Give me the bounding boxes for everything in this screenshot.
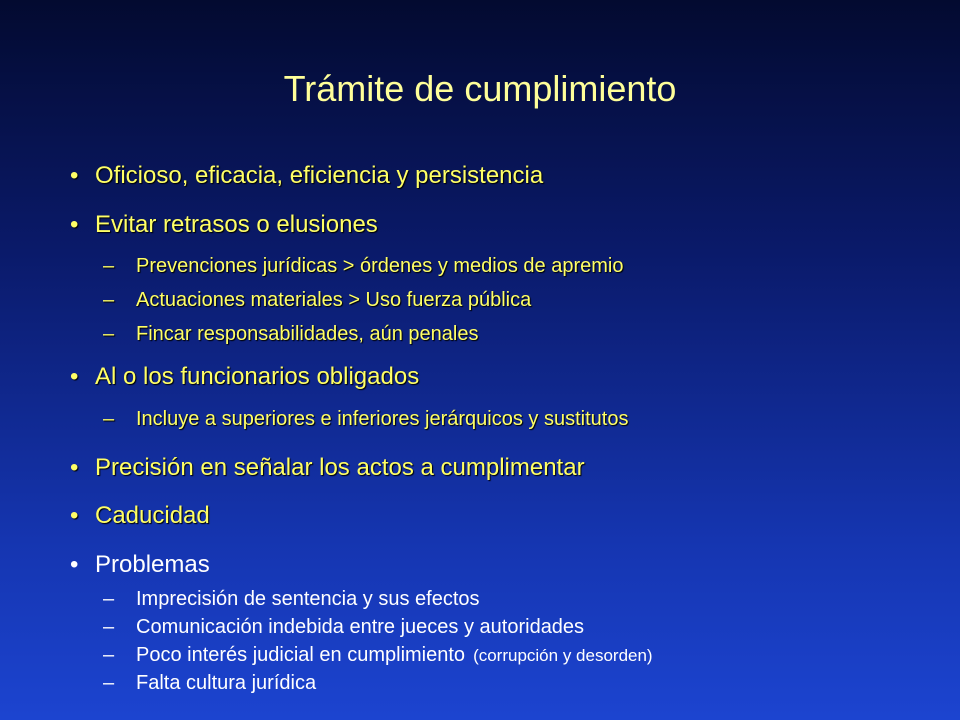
sub-bullet-item: [103, 588, 480, 611]
sub-bullet-text: Fincar responsabilidades, aún penales: [136, 323, 479, 345]
bullet-glyph: •: [70, 211, 79, 238]
bullet-text: Problemas: [95, 551, 210, 578]
sub-bullet-text: Falta cultura jurídica: [136, 672, 317, 694]
sub-bullet-note: (corrupción y desorden): [473, 646, 653, 665]
bullet-item: [70, 211, 378, 239]
sub-bullet-item: [103, 616, 584, 639]
sub-bullet-item: [103, 672, 316, 695]
sub-bullet-text: Prevenciones jurídicas > órdenes y medios de apremio: [136, 255, 624, 277]
sub-bullet-text: Comunicación indebida entre jueces y autoridades: [136, 616, 585, 638]
bullet-text: Oficioso, eficacia, eficiencia y persistencia: [95, 162, 544, 189]
sub-bullet-item: [103, 323, 478, 346]
bullet-item: [70, 551, 210, 579]
bullet-text: Caducidad: [95, 502, 210, 529]
sub-bullet-text: Actuaciones materiales > Uso fuerza pública: [136, 289, 532, 311]
dash-glyph: –: [103, 672, 115, 694]
bullet-text: Evitar retrasos o elusiones: [95, 211, 378, 238]
bullet-glyph: •: [70, 502, 79, 529]
dash-glyph: –: [103, 255, 115, 277]
dash-glyph: –: [103, 408, 115, 430]
sub-bullet-item: [103, 644, 653, 667]
bullet-glyph: •: [70, 363, 79, 390]
bullet-glyph: •: [70, 454, 79, 481]
dash-glyph: –: [103, 289, 115, 311]
bullet-text: Al o los funcionarios obligados: [95, 363, 420, 390]
dash-glyph: –: [103, 644, 115, 666]
sub-bullet-item: [103, 255, 623, 278]
bullet-glyph: •: [70, 551, 79, 578]
dash-glyph: –: [103, 323, 115, 345]
bullet-glyph: •: [70, 162, 79, 189]
bullet-text: Precisión en señalar los actos a cumplimentar: [95, 454, 585, 481]
sub-bullet-text: Poco interés judicial en cumplimiento: [136, 644, 466, 666]
bullet-item: [70, 502, 210, 530]
bullet-item: [70, 454, 585, 482]
sub-bullet-text: Incluye a superiores e inferiores jerárquicos y sustitutos: [136, 408, 629, 430]
sub-bullet-item: [103, 289, 531, 312]
bullet-item: [70, 162, 543, 190]
dash-glyph: –: [103, 616, 115, 638]
slide-title: Trámite de cumplimiento: [283, 68, 677, 109]
dash-glyph: –: [103, 588, 115, 610]
sub-bullet-text: Imprecisión de sentencia y sus efectos: [136, 588, 480, 610]
bullet-item: [70, 363, 419, 391]
sub-bullet-item: [103, 408, 628, 431]
